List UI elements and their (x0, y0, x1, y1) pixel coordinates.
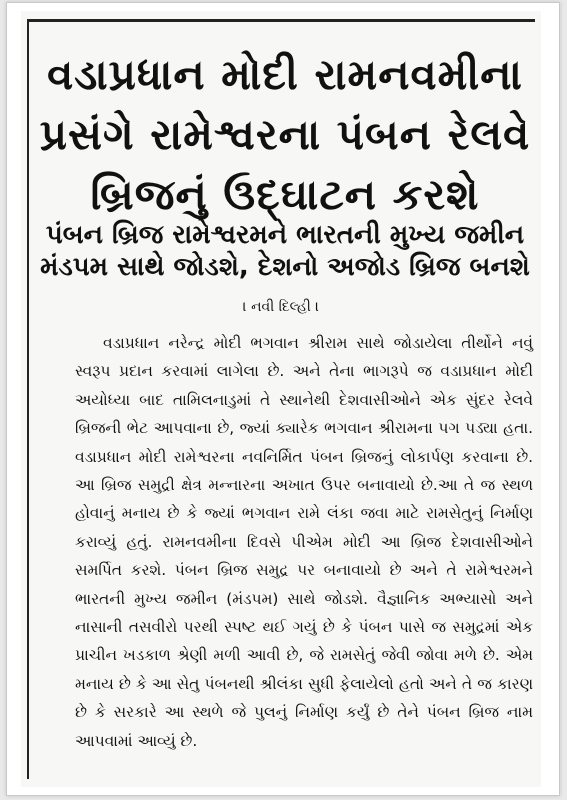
screenshot-frame (6, 2, 560, 796)
newspaper-clipping (21, 11, 541, 787)
headline: વડાપ્રધાન મોદી રામનવમીના પ્રસંગે રામેશ્વરના પંબન રેલવે બ્રિજનું ઉદ્ઘાટન કરશે (39, 50, 531, 219)
subheadline: પંબન બ્રિજ રામેશ્વરમને ભારતની મુખ્ય જમીન મંડપમ સાથે જોડશે, દેશનો અજોડ બ્રિજ બનશે (40, 220, 530, 282)
left-rule (27, 19, 29, 779)
article-body: વડાપ્રધાન નરેન્દ્ર મોદી ભગવાન શ્રીરામ સાથે જોડાયેલા તીર્થોને નવું સ્વરૂપ પ્રદાન કરવામાં લાગેલા છે. અને તેના ભાગરૂપે જ વડાપ્રધાન મોદી અયોધ્યા બાદ તામિલનાડુમાં તે સ્થાનેથી દેશવાસીઓને એક સુંદર રેલવે બ્રિજની ભેટ આપવાના છે, જ્યાં ક્યારેક ભગવાન શ્રીરામના પગ પડ્યા હતા. વડાપ્રધાન મોદી રામેશ્વરના નવનિર્મિત પંબન બ્રિજનું લોકાર્પણ કરવાના છે. આ બ્રિજ સમુદ્રી ક્ષેત્ર મન્નારના અખાત ઉપર બનાવાયો છે.આ તે જ સ્થળ હોવાનું મનાય છે કે જ્યાં ભગવાન રામે લંકા જવા માટે રામસેતુનું નિર્માણ કરાવ્યું હતું. રામનવમીના દિવસે પીએમ મોદી આ બ્રિજ દેશવાસીઓને સમર્પિત કરશે. પંબન બ્રિજ સમુદ્ર પર બનાવાયો છે અને તે રામેશ્વરમને ભારતની મુખ્ય જમીન (મંડપમ) સાથે જોડશે. વૈજ્ઞાનિક અભ્યાસો અને નાસાની તસવીરો પરથી સ્પષ્ટ થઈ ગયું છે કે પંબન પાસે જ સમુદ્રમાં એક પ્રાચીન ખડકાળ શ્રેણી મળી આવી છે, જે રામસેતું જેવી જોવા મળે છે. એમ મનાય છે કે આ સેતુ પંબનથી શ્રીલંકા સુધી ફેલાયેલો હતો અને તે જ કારણ છે કે સરકારે આ સ્થળે જે પુલનું નિર્માણ કર્યું છે તેને પંબન બ્રિજ નામ આપવામાં આવ્યું છે. (75, 334, 533, 750)
dateline: । નવી દિલ્હી । (242, 299, 320, 315)
top-rule (27, 19, 535, 22)
